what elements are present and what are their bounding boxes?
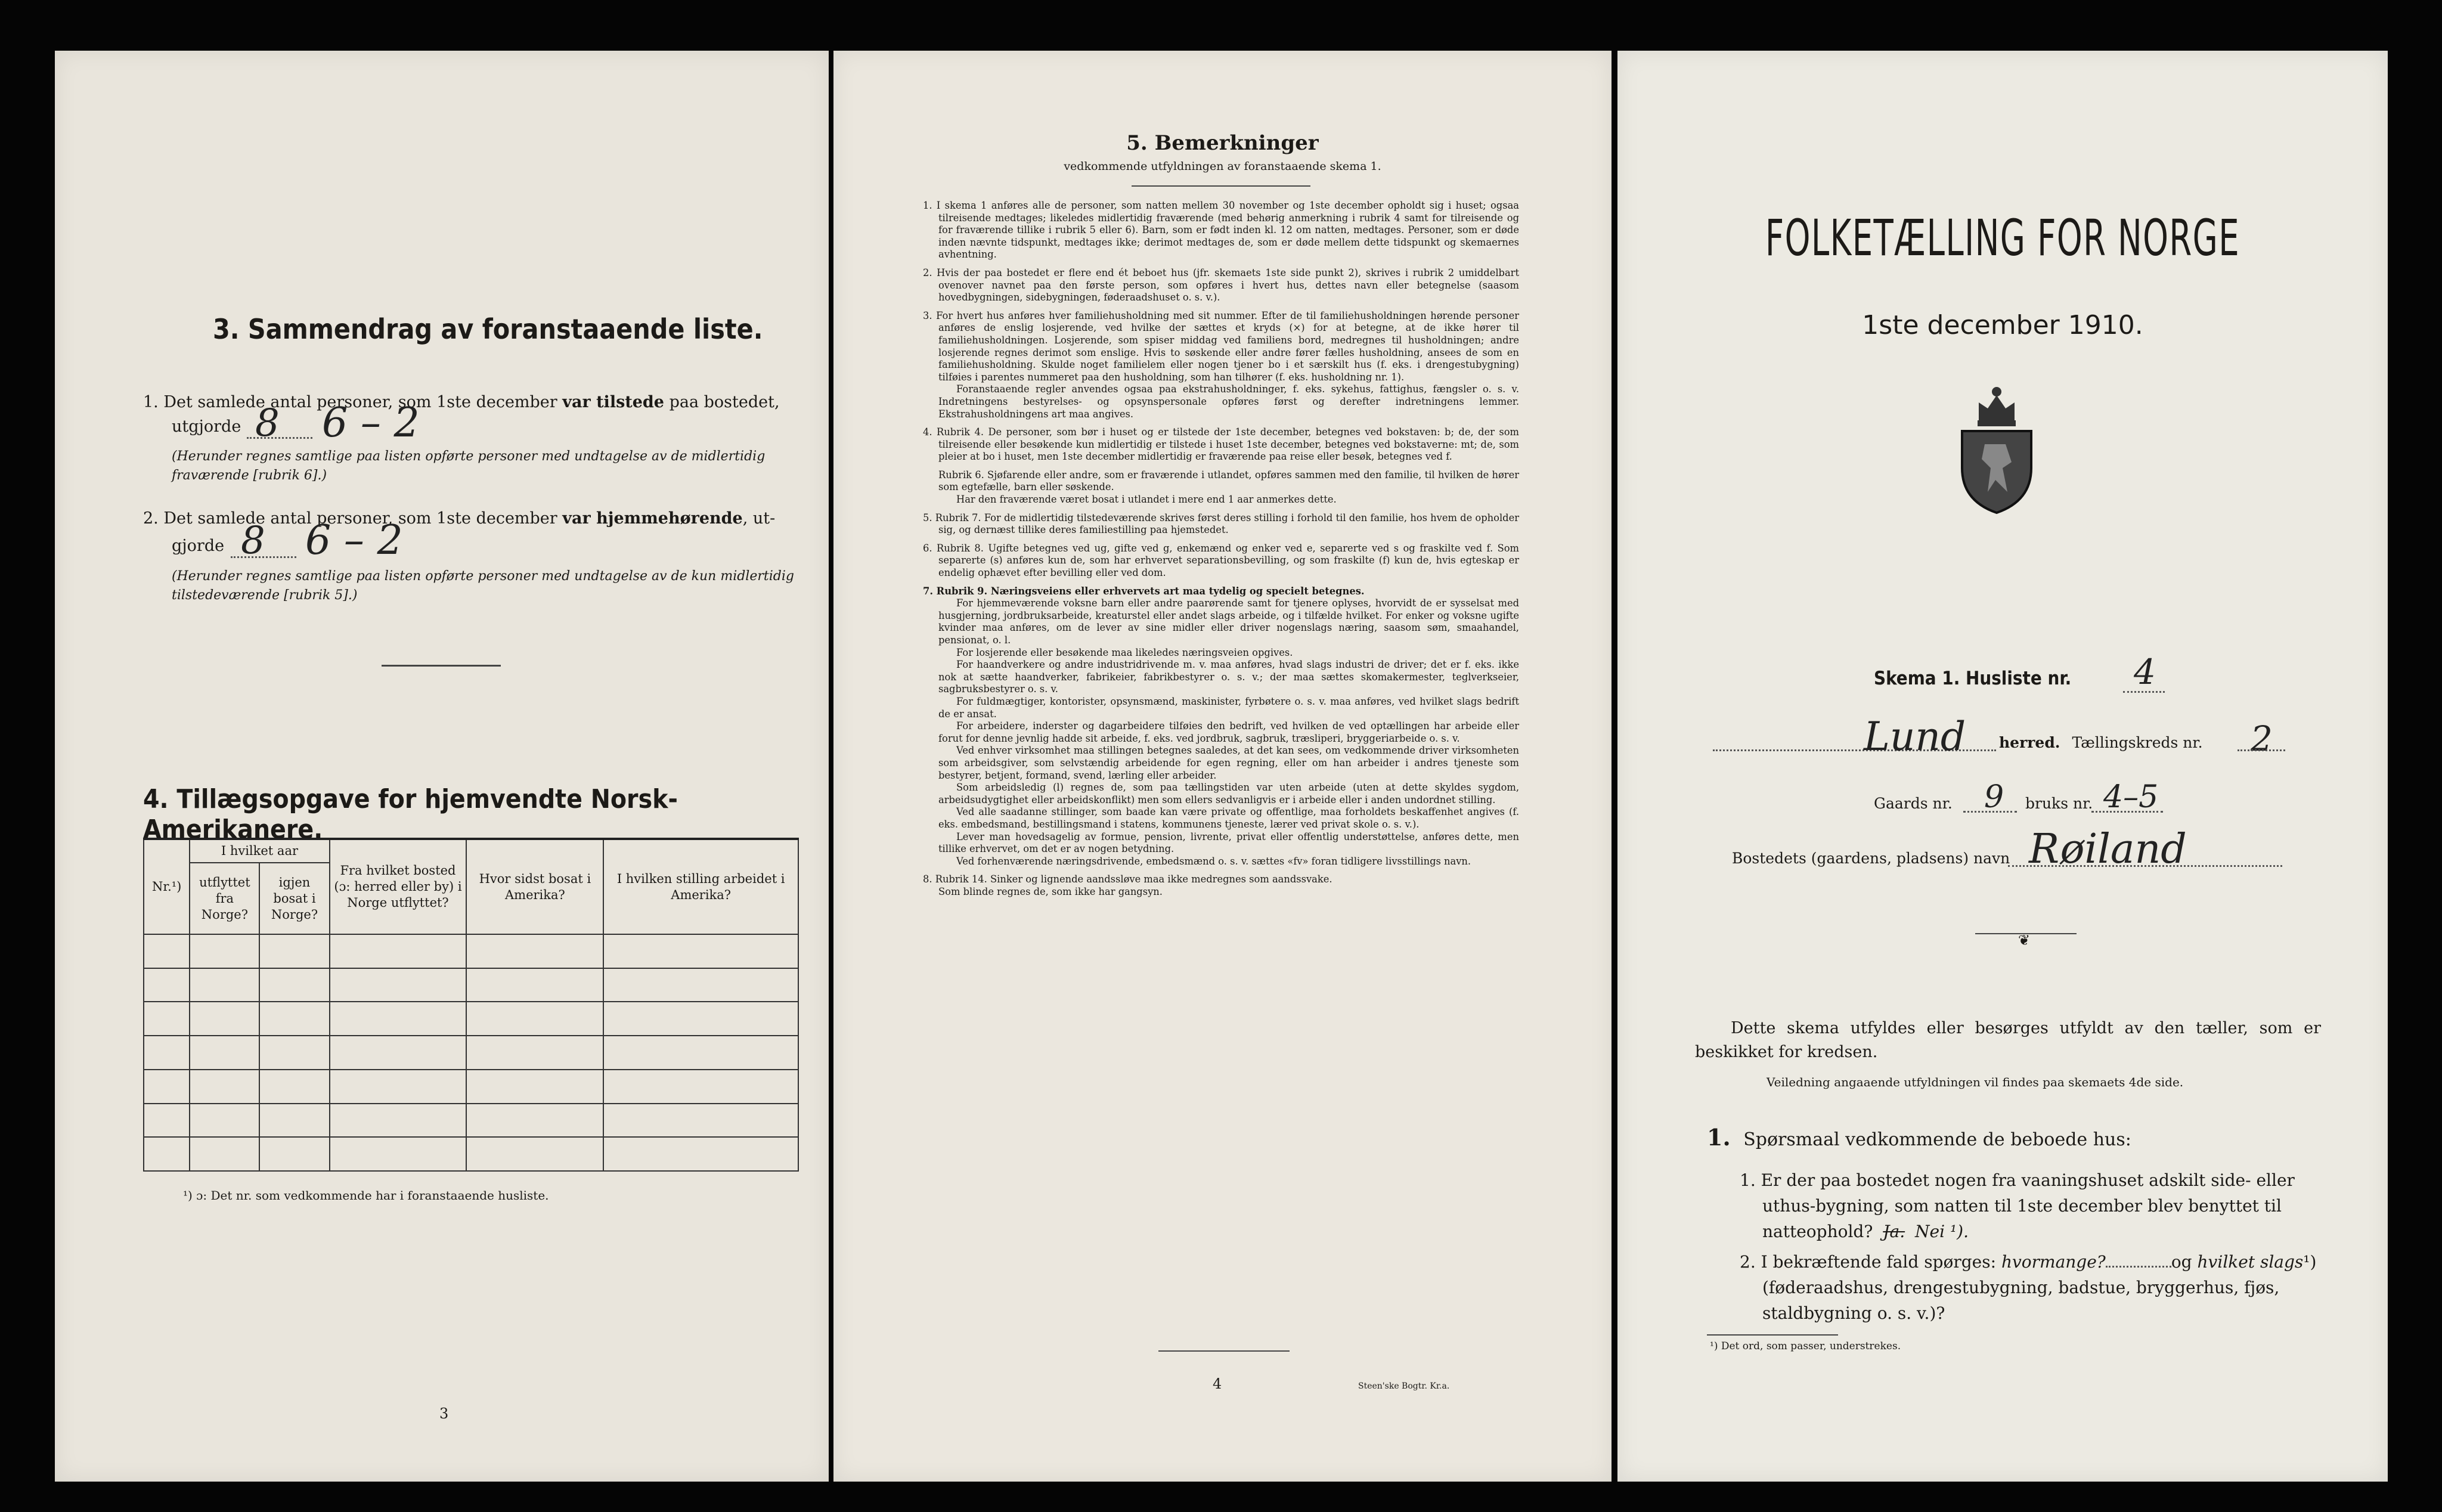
remark-item: Som blinde regnes de, som ikke har gangsyn. <box>938 885 1163 897</box>
intro-note: Veiledning angaaende utfyldningen vil findes paa skemaets 4de side. <box>1767 1075 2184 1089</box>
q-header-text: Spørsmaal vedkommende de beboede hus: <box>1743 1129 2131 1150</box>
skema-label: Skema 1. Husliste nr. <box>1874 668 2072 689</box>
remark-item: 1. I skema 1 anføres alle de personer, som natten mellem 30 november og 1ste december opholdt sig i huset; ogsaa tilreisende medtages; likeledes midlertidig fraværende (med behørig anmerkning i rubrik 4 samt for tilreisende og for fraværende tillike i rubrik 5 eller 6). Barn, som er født inden kl. 12 om natten, medtages. Personer, som er døde inden nævnte tidspunkt, medtages ikke; derimot medtages de, som er døde mellem dette tidspunkt og skemaernes avhentning. <box>923 200 1519 261</box>
footnote-rule <box>1707 1334 1838 1336</box>
remark-item: For hjemmeværende voksne barn eller andre paarørende samt for tjenere oplyses, hvorvidt de er sysselsat med husgjerning, jordbruksarbeide, kreaturstel eller andet slags arbeide, og i tilfælde hvilket. For enker og voksne ugifte kvinder maa anføres, om de lever av sine midler eller driver nogenslags næring, saasom søm, smaahandel, pensionat, o. l. <box>938 597 1519 646</box>
col-nr: Nr.¹) <box>144 839 190 934</box>
middle-page <box>833 51 1612 1482</box>
census-date: 1ste december 1910. <box>1862 310 2143 340</box>
remark-item: Som arbeidsledig (l) regnes de, som paa tællingstiden var uten arbeide (uten at dette skyldes sygdom, arbeidsudygtighet eller arbeidskonflikt) men som ellers sedvanligvis er i arbeide eller i anden undordnet stilling. <box>938 782 1519 805</box>
remarks-title: 5. Bemerkninger <box>1126 131 1319 155</box>
remarks-subtitle: vedkommende utfyldningen av foranstaaende skema 1. <box>1064 160 1381 173</box>
coat-of-arms-icon <box>1955 379 2038 518</box>
husliste-line <box>2123 691 2165 693</box>
bosted-line <box>2008 865 2282 867</box>
herred-word: herred. <box>1999 734 2060 751</box>
remarks-list <box>923 200 1519 898</box>
remark-item: For losjerende eller besøkende maa likeledes næringsveien opgives. <box>956 646 1293 658</box>
printer-mark: Steen'ske Bogtr. Kr.a. <box>1358 1381 1450 1391</box>
intro-text: Dette skema utfyldes eller besørges utfyldt av den tæller, som er beskikket for kredsen. <box>1695 1019 2321 1061</box>
section3-q2: 2. Det samlede antal personer, som 1ste december var hjemmehørende, ut- <box>143 509 776 528</box>
title-rule <box>1132 185 1310 187</box>
col-stilling: I hvilken stilling arbeidet i Amerika? <box>603 839 798 934</box>
question-2-hvilket: hvilket slags <box>2197 1252 2304 1272</box>
table-row <box>144 934 798 968</box>
section3-q1-utgjorde: utgjorde <box>172 417 241 436</box>
page-number-3: 3 <box>439 1405 449 1422</box>
gaards-value: 9 <box>1984 779 2004 815</box>
ornament-icon: ❦ <box>2018 932 2031 949</box>
section4-title: 4. Tillægsopgave for hjemvendte Norsk-Amerikanere. <box>143 784 678 845</box>
question-1-text: 1. Er der paa bostedet nogen fra vaaningshuset adskilt side- eller uthus-bygning, som natten til 1ste december blev benyttet til natteophold? <box>1740 1170 2295 1241</box>
col-igjen-bosat: igjen bosat i Norge? <box>259 863 329 934</box>
right-page <box>1617 51 2388 1482</box>
census-title: FOLKETÆLLING FOR NORGE <box>1765 209 2240 267</box>
q1-note: (Herunder regnes samtlige paa listen opførte personer med undtagelse av de midlertidig fraværende [rubrik 6].) <box>172 449 766 483</box>
q2-dots <box>2106 1266 2171 1268</box>
question-2-rest: ¹) (føderaadshus, drengestubygning, badstue, bryggerhus, fjøs, staldbygning o. s. v.)? <box>1762 1252 2317 1323</box>
bosted-value: Røiland <box>2029 826 2187 873</box>
q2-note: (Herunder regnes samtlige paa listen opførte personer med undtagelse av de kun midlertidig tilstedeværende [rubrik 5].) <box>172 569 794 603</box>
q1-hand-count: 8 <box>255 401 280 445</box>
remark-item: Rubrik 6. Sjøfarende eller andre, som er fraværende i utlandet, opføres sammen med den familie, til hvilken de hører som egtefælle, barn eller søskende. <box>938 469 1519 493</box>
question-2-pre: 2. I bekræftende fald spørges: <box>1740 1252 1997 1272</box>
q-header <box>1707 1124 2131 1151</box>
question-1 <box>1740 1167 2335 1244</box>
q1-answer-ja: Ja. <box>1883 1222 1905 1241</box>
gaards-label: Gaards nr. <box>1874 795 1953 812</box>
divider <box>382 665 501 667</box>
left-page <box>55 51 829 1482</box>
remark-item: Lever man hovedsagelig av formue, pension, livrente, privat eller offentlig understøttelse, anføres dette, men tillike erhvervet, om det er av nogen betydning. <box>938 831 1519 855</box>
section3-q2-gjorde: gjorde <box>172 537 225 555</box>
col-hvor-bosat: Hvor sidst bosat i Amerika? <box>466 839 603 934</box>
q2-hand-split: 6 – 2 <box>305 517 403 564</box>
herred-label <box>1999 734 2203 751</box>
bosted-label: Bostedets (gaardens, pladsens) navn <box>1732 850 2010 867</box>
remark-item: For fuldmægtiger, kontorister, opsynsmænd, maskinister, fyrbøtere o. s. v. maa anføres, ved hvilket slags bedrift de er ansat. <box>938 695 1519 720</box>
remark-item: Ved forhenværende næringsdrivende, embedsmænd o. s. v. sættes «fv» foran tidligere livsstillings navn. <box>956 855 1471 867</box>
table-row <box>144 1036 798 1070</box>
husliste-nr-value: 4 <box>2134 652 2156 692</box>
table-row <box>144 1070 798 1104</box>
col-utflyttet: utflyttet fra Norge? <box>190 863 259 934</box>
question-2 <box>1740 1249 2335 1326</box>
kreds-value: 2 <box>2251 718 2273 759</box>
bruks-value: 4–5 <box>2103 779 2159 815</box>
question-2-og: og <box>2171 1252 2192 1272</box>
right-footnote: ¹) Det ord, som passer, understrekes. <box>1710 1340 1901 1352</box>
remark-item: Ved alle saadanne stillinger, som baade kan være private og offentlige, maa forholdets beskaffenhet angives (f. eks. embedsmand, bestillingsmand i statens, kommunens tjeneste, lærer ved privat skole o. s. v.). <box>938 806 1519 830</box>
section3-title: 3. Sammendrag av foranstaaende liste. <box>213 313 763 345</box>
q1-hand-split: 6 – 2 <box>322 399 420 447</box>
bruks-label: bruks nr. <box>2025 795 2093 812</box>
q2-hand-count: 8 <box>241 519 265 563</box>
table-row <box>144 1002 798 1036</box>
remark-item: 2. Hvis der paa bostedet er flere end ét beboet hus (jfr. skemaets 1ste side punkt 2), skrives i rubrik 2 umiddelbart ovenover navnet paa den første person, som opføres i hvert hus, dettes navn eller betegnelse (saasom hovedbygningen, sidebygningen, føderaadshuset o. s. v.). <box>923 267 1519 303</box>
remark-item: Ved enhver virksomhet maa stillingen betegnes saaledes, at det kan sees, om vedkommende driver virksomheten som arbeidsgiver, som selvstændig arbeidende for egen regning, eller om han arbeider i andres tjeneste som bestyrer, betjent, formand, svend, lærling eller arbeider. <box>938 745 1519 781</box>
table-row <box>144 1104 798 1138</box>
gaards-line <box>1963 811 2017 813</box>
kreds-label: Tællingskreds nr. <box>2072 734 2203 751</box>
remark-item: 7. Rubrik 9. Næringsveiens eller erhvervets art maa tydelig og specielt betegnes. <box>923 585 1365 597</box>
section4-footnote: ¹) ɔ: Det nr. som vedkommende har i foranstaaende husliste. <box>183 1188 549 1203</box>
herred-value: Lund <box>1864 714 1966 760</box>
q1-dotted-line <box>247 437 312 439</box>
remark-item: Har den fraværende været bosat i utlandet i mere end 1 aar anmerkes dette. <box>956 494 1337 506</box>
remark-item: 4. Rubrik 4. De personer, som bør i huset og er tilstede der 1ste december, betegnes ved bokstaven: b; de, der som tilreisende eller besøkende kun midlertidig er tilstede i huset 1ste december, betegnes ved bokstaverne: mt; de, som pleier at bo i huset, men 1ste december midlertidig er fraværende paa reise eller besøk, betegnes ved f. <box>923 426 1519 463</box>
q1-answer-nei: Nei ¹). <box>1915 1222 1969 1241</box>
remark-item: Foranstaaende regler anvendes ogsaa paa ekstrahusholdninger, f. eks. sykehus, fattighus, fængsler o. s. v. Indretningens bestyrelses- og opsynspersonale opføres først og derefter indretningens lemmer. Ekstrahusholdningens art maa angives. <box>938 383 1519 420</box>
page-number-4: 4 <box>1213 1375 1222 1392</box>
q2-dotted-line <box>231 556 296 558</box>
q-header-number: 1. <box>1707 1124 1731 1151</box>
remark-item: 3. For hvert hus anføres hver familiehusholdning med sit nummer. Efter de til familiehusholdningen hørende personer anføres de enslig losjerende, ved hvilke der sættes et kryds (×) for at betegne, at de ikke hører til familiehusholdningen. Losjerende, som spiser middag ved familiens bord, medregnes til husholdningen; andre losjerende regnes derimot som enslige. Hvis to søskende eller andre fører fælles husholdning, ansees de som en familiehusholdning. Skulde noget familielem eller nogen tjener bo i et særskilt hus (f. eks. i drengestubygning) tilføies i parentes nummeret paa den husholdning, som han tilhører (f. eks. husholdning nr. 1). <box>923 309 1519 383</box>
norsk-amerikaner-table <box>143 838 799 1172</box>
section3-q1: 1. Det samlede antal personer, som 1ste december var tilstede paa bostedet, <box>143 393 780 411</box>
bruks-line <box>2091 811 2163 813</box>
col-fra-bosted: Fra hvilket bosted (ɔ: herred eller by) i Norge utflyttet? <box>330 839 467 934</box>
table-row <box>144 968 798 1002</box>
end-rule <box>1158 1350 1290 1352</box>
remark-item: 5. Rubrik 7. For de midlertidig tilstedeværende skrives først deres stilling i forhold til den familie, hos hvem de opholder sig, og dernæst tillike deres familiestilling paa hjemstedet. <box>923 512 1519 536</box>
remark-item: 8. Rubrik 14. Sinker og lignende aandssløve maa ikke medregnes som aandssvake. <box>923 873 1332 885</box>
remark-item: 6. Rubrik 8. Ugifte betegnes ved ug, gifte ved g, enkemænd og enker ved e, separerte ved s og fraskilte ved f. Som separerte (s) anføres kun de, som har erhvervet separationsbevilling, og som fraskilte (f) kun de, hvis egteskap er endelig ophævet efter bevilling eller ved dom. <box>923 542 1519 579</box>
kreds-line <box>2238 749 2285 751</box>
table-row <box>144 1137 798 1171</box>
remark-item: For haandverkere og andre industridrivende m. v. maa anføres, hvad slags industri de driver; det er f. eks. ikke nok at sætte haandverker, fabrikeier, fabrikbestyrer o. s. v.; der maa sættes skomakermester, teglverkseier, sagbruksbestyrer o. s. v. <box>938 659 1519 695</box>
question-2-hvormange: hvormange? <box>2001 1252 2106 1272</box>
col-group-aar: I hvilket aar <box>190 839 329 863</box>
remark-item: For arbeidere, inderster og dagarbeidere tilføies den bedrift, ved hvilken de ved optællingen har arbeide eller forut for denne jevnlig hadde sit arbeide, f. eks. ved jordbruk, sagbruk, træsliperi, bryggeriarbeide o. s. v. <box>938 720 1519 744</box>
